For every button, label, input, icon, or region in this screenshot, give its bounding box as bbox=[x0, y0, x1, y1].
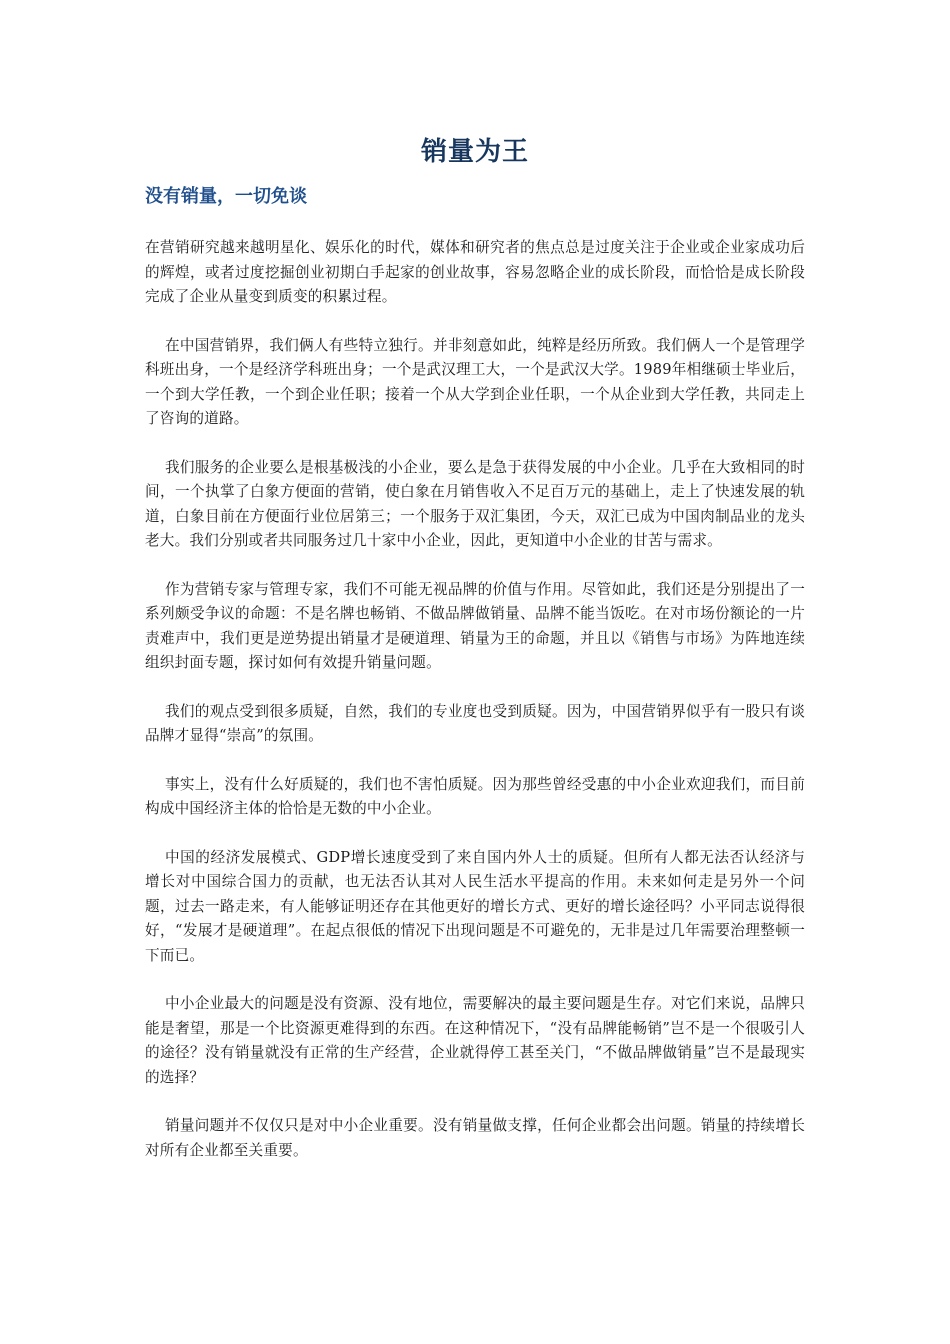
paragraph-8: 中小企业最大的问题是没有资源、没有地位，需要解决的最主要问题是生存。对它们来说，品牌只能是奢望，那是一个比资源更难得到的东西。在这种情况下，“没有品牌能畅销”岂不是一个很吸引人的途径？没有销量就没有正常的生产经营，企业就得停工甚至关门，“不做品牌做销量”岂不是最现实的选择？ bbox=[145, 995, 805, 1086]
document-title: 销量为王 bbox=[420, 137, 529, 167]
paragraph-6: 事实上，没有什么好质疑的，我们也不害怕质疑。因为那些曾经受惠的中小企业欢迎我们，而目前构成中国经济主体的恰恰是无数的中小企业。 bbox=[145, 775, 805, 817]
document-subtitle: 没有销量，一切免谈 bbox=[145, 186, 307, 207]
paragraph-5: 我们的观点受到很多质疑，自然，我们的专业度也受到质疑。因为，中国营销界似乎有一股只有谈品牌才显得“崇高”的氛围。 bbox=[145, 702, 805, 744]
paragraph-2: 在中国营销界，我们俩人有些特立独行。并非刻意如此，纯粹是经历所致。我们俩人一个是管理学科班出身，一个是经济学科班出身；一个是武汉理工大，一个是武汉大学。1989年相继硕士毕业后，一个到大学任教，一个到企业任职；接着一个从大学到企业任职，一个从企业到大学任教，共同走上了咨询的道路。 bbox=[145, 336, 805, 427]
paragraph-3: 我们服务的企业要么是根基极浅的小企业，要么是急于获得发展的中小企业。几乎在大致相同的时间，一个执掌了白象方便面的营销，使白象在月销售收入不足百万元的基础上，走上了快速发展的轨道，白象目前在方便面行业位居第三；一个服务于双汇集团，今天，双汇已成为中国肉制品业的龙头老大。我们分别或者共同服务过几十家中小企业，因此，更知道中小企业的甘苦与需求。 bbox=[145, 458, 805, 549]
document-page bbox=[145, 132, 805, 1187]
paragraph-7: 中国的经济发展模式、GDP增长速度受到了来自国内外人士的质疑。但所有人都无法否认经济与增长对中国综合国力的贡献，也无法否认其对人民生活水平提高的作用。未来如何走是另外一个问题，过去一路走来，有人能够证明还存在其他更好的增长方式、更好的增长途径吗？小平同志说得很好，“发展才是硬道理”。在起点很低的情况下出现问题是不可避免的，无非是过几年需要治理整顿一下而已。 bbox=[145, 848, 805, 964]
paragraph-1: 在营销研究越来越明星化、娱乐化的时代，媒体和研究者的焦点总是过度关注于企业或企业家成功后的辉煌，或者过度挖掘创业初期白手起家的创业故事，容易忽略企业的成长阶段，而恰恰是成长阶段完成了企业从量变到质变的积累过程。 bbox=[145, 239, 805, 305]
paragraph-4: 作为营销专家与管理专家，我们不可能无视品牌的价值与作用。尽管如此，我们还是分别提出了一系列颇受争议的命题：不是名牌也畅销、不做品牌做销量、品牌不能当饭吃。在对市场份额论的一片责难声中，我们更是逆势提出销量才是硬道理、销量为王的命题，并且以《销售与市场》为阵地连续组织封面专题，探讨如何有效提升销量问题。 bbox=[145, 580, 805, 671]
paragraph-9: 销量问题并不仅仅只是对中小企业重要。没有销量做支撑，任何企业都会出问题。销量的持续增长对所有企业都至关重要。 bbox=[145, 1117, 805, 1159]
